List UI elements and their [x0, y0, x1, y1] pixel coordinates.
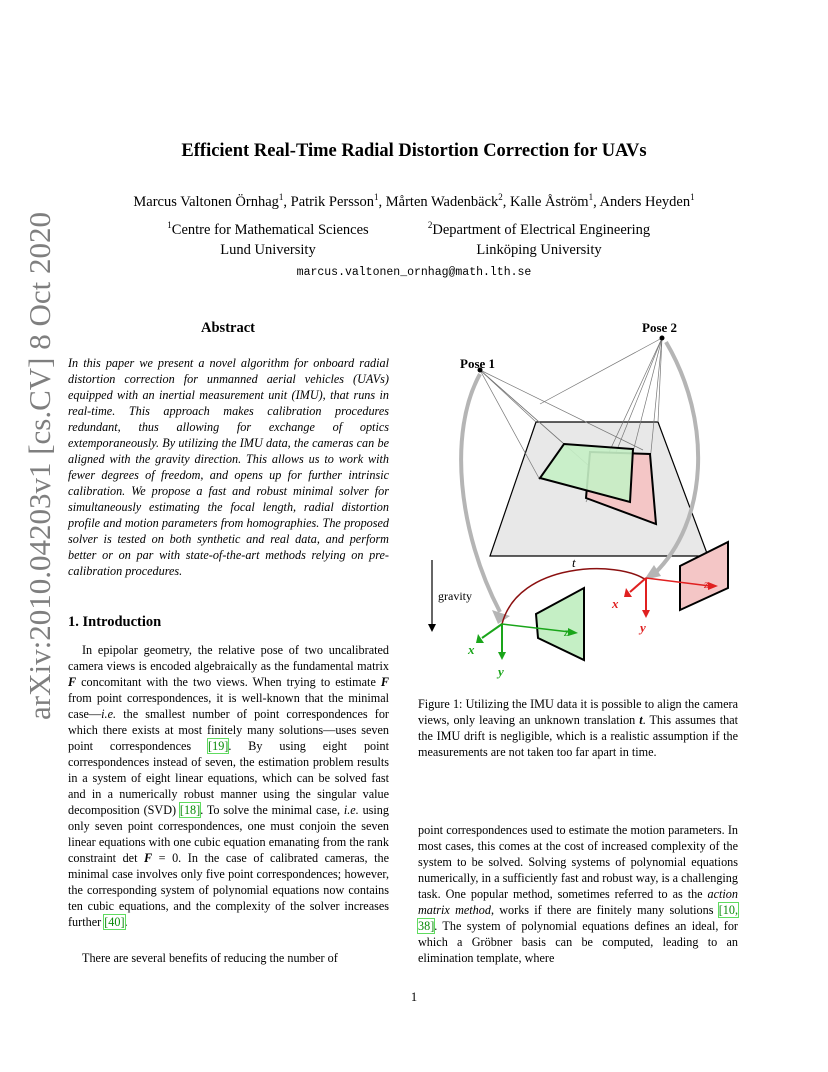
text-run: the smallest number of point correspondences for which there exists at most finitely many solutions—uses seven point correspondences [68, 707, 389, 753]
camera-1-image-plane [536, 588, 584, 660]
text-run: point correspondences used to estimate the motion parameters. In most cases, this comes at the cost of increased complexity of the system to be solved. Solving systems of polynomial equations numerically, in a sufficiently fast and robust way, is a challenging task. One popular method, sometimes referred to as the [418, 823, 738, 901]
author-list: Marcus Valtonen Örnhag$^1$, Patrik Persson$^1$, Mårten Wadenbäck$^2$, Kalle Åström$^1$, Anders Heyden$^1$ [133, 192, 695, 210]
citation-link[interactable]: [10, 38] [418, 903, 739, 933]
camera-2-z-label: z [704, 577, 709, 591]
pose-2-point [660, 336, 665, 341]
text-run: . By using eight point correspondences instead of seven, the estimation problem results in a system of eight linear equations, which can be solved fast and in a numerically robust manner using the singular value decomposition (SVD) [68, 739, 389, 817]
camera-1-z-label: z [564, 625, 569, 639]
paper-title: Efficient Real-Time Radial Distortion Correction for UAVs [181, 141, 647, 161]
citation-link[interactable]: [19] [208, 739, 229, 753]
affiliation-number: 2 [427, 220, 433, 231]
right-column-paragraph [418, 822, 738, 966]
text-run: , works if there are finitely many solutions [490, 903, 719, 917]
math-symbol: F [68, 675, 77, 689]
affiliation-2 [404, 220, 674, 260]
author-name: Patrik Persson [290, 194, 375, 210]
text-run: from point correspondences, it is well-known that the minimal case— [68, 691, 389, 721]
intro-paragraph-1 [68, 642, 389, 930]
affiliation-number: 1 [167, 220, 172, 231]
affiliation-dept: Centre for Mathematical Sciences [171, 222, 369, 238]
text-run: . The system of polynomial equations defines an ideal, for which a Gröbner basis can be computed, leading to an elimination template, where [418, 919, 738, 965]
gravity-label: gravity [438, 589, 472, 603]
author-affiliation-mark: 1 [374, 192, 379, 203]
text-run: In epipolar geometry, the relative pose of two uncalibrated camera views is encoded algebraically as the fundamental matrix [68, 643, 389, 673]
text-run: . This assumes that the IMU drift is negligible, which is a realistic assumption if the measurements are not taken too far apart in time. [418, 713, 738, 759]
emphasis-text: action matrix method [418, 887, 738, 917]
abstract-text: In this paper we present a novel algorithm for onboard radial distortion correction for unmanned aerial vehicles (UAVs) equipped with an inertial measurement unit (IMU), that runs in real-time. This approach makes calibration procedures redundant, thus allowing for exchange of optics extemporaneously. By utilizing the IMU data, the cameras can be aligned with the gravity direction. This allows us to work with fewer degrees of freedom, and opens up for further intrinsic calibration. We propose a fast and robust minimal solver for simultaneously estimating the focal length, radial distortion profile and motion parameters from homographies. The proposed solver is tested on both synthetic and real data, and perform better or on par with state-of-the-art methods relying on pre-calibration procedures. [68, 356, 389, 578]
figure-1-diagram [418, 312, 738, 682]
camera-1-x-axis [482, 624, 502, 638]
author-name: Mårten Wadenbäck [385, 194, 499, 210]
math-symbol: F [144, 851, 153, 865]
camera-1-x-label: x [468, 642, 475, 657]
arrowhead [428, 624, 436, 632]
text-run: Figure 1: Utilizing the IMU data it is possible to align the camera views, only leaving an unknown translation [418, 697, 738, 727]
arxiv-watermark: arXiv:2010.04203v1 [cs.CV] 8 Oct 2020 [22, 212, 57, 720]
page-number: 1 [410, 990, 418, 1004]
pose-2-label: Pose 2 [642, 320, 678, 335]
text-run: . [124, 915, 128, 929]
text-run: i.e. [101, 707, 117, 721]
text-run: i.e. [343, 803, 359, 817]
figure-1-caption [418, 696, 738, 760]
author-name: Anders Heyden [599, 194, 691, 210]
arrowhead [642, 610, 650, 618]
affiliation-dept: Department of Electrical Engineering [432, 222, 651, 238]
math-symbol: F [380, 675, 389, 689]
motion-arrow-left [461, 374, 500, 612]
author-name: Marcus Valtonen Örnhag [133, 194, 279, 210]
citation-link[interactable]: [40] [104, 915, 125, 929]
arrowhead [498, 652, 506, 660]
camera-2-x-label: x [612, 596, 619, 611]
abstract-heading: Abstract [201, 320, 255, 336]
text-run: . To solve the minimal case, [200, 803, 344, 817]
intro-paragraph-2: There are several benefits of reducing the number of [82, 951, 338, 965]
affiliation-university: Linköping University [476, 242, 602, 258]
translation-label: t [572, 555, 576, 570]
camera-1-y-label: y [498, 664, 504, 679]
arrowhead [492, 610, 510, 624]
author-affiliation-mark: 2 [498, 192, 503, 203]
math-symbol: t [639, 713, 643, 727]
section-heading-introduction: 1. Introduction [68, 614, 162, 630]
author-affiliation-mark: 1 [278, 192, 284, 203]
affiliation-1 [148, 220, 388, 260]
contact-email[interactable]: marcus.valtonen_ornhag@math.lth.se [296, 266, 532, 279]
author-affiliation-mark: 1 [588, 192, 594, 203]
camera-2-x-axis [630, 578, 646, 592]
author-affiliation-mark: 1 [690, 192, 695, 203]
affiliation-university: Lund University [220, 242, 316, 258]
text-run: = 0. In the case of calibrated cameras, the minimal case involves only five point correspondences; however, the corresponding system of polynomial equations now contains ten cubic equations, and the complexity of the solver increases further [68, 851, 390, 929]
camera-2-y-label: y [640, 620, 646, 635]
text-run: using only seven point correspondences, one must conjoin the seven linear equations with one cubic equation emanating from the rank constraint det [68, 803, 389, 865]
author-name: Kalle Åström [510, 194, 589, 210]
text-run: concomitant with the two views. When trying to estimate [76, 675, 381, 689]
pose-1-label: Pose 1 [460, 356, 496, 371]
citation-link[interactable]: [18] [179, 803, 201, 817]
